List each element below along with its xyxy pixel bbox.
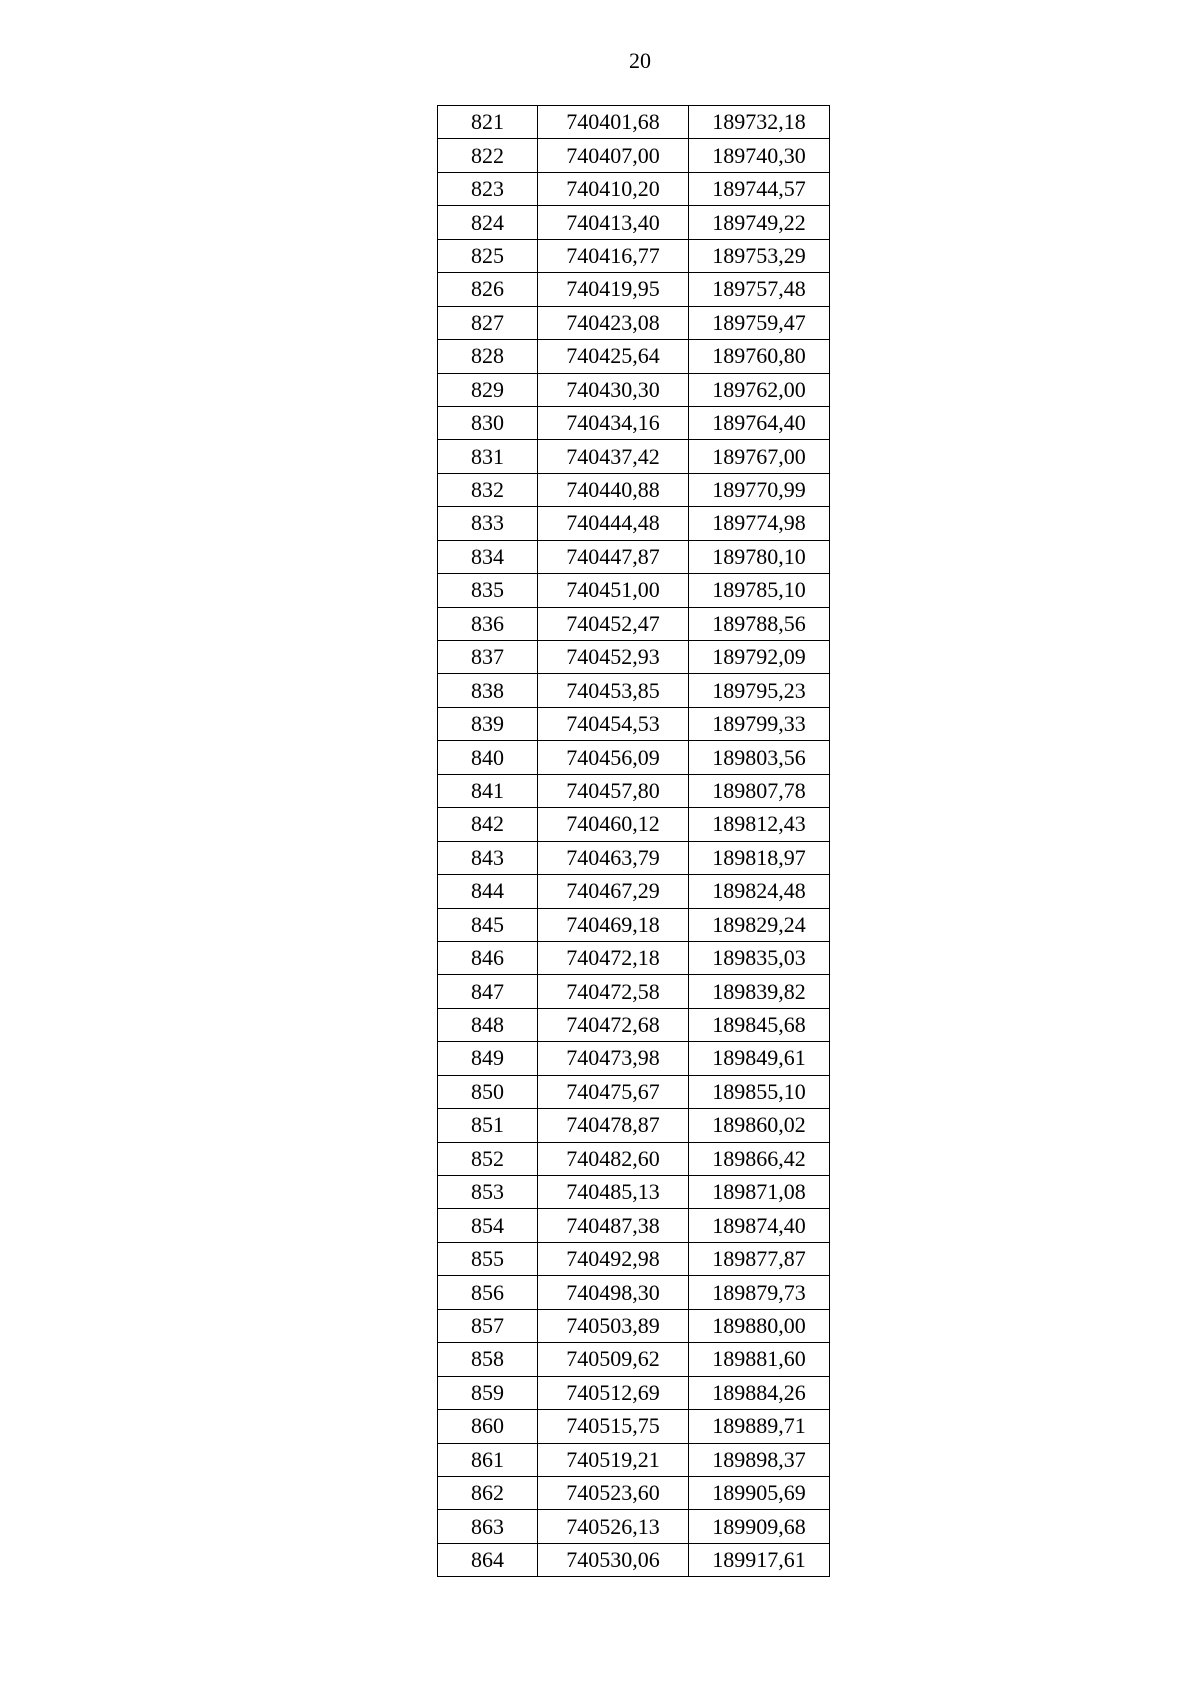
y-coordinate-cell: 189905,69 [689,1476,830,1509]
x-coordinate-cell: 740447,87 [538,540,689,573]
table-row [438,975,830,1008]
x-coordinate-cell: 740475,67 [538,1075,689,1108]
x-coordinate-cell: 740526,13 [538,1510,689,1543]
table-row [438,1042,830,1075]
table-row [438,1075,830,1108]
x-coordinate-cell: 740453,85 [538,674,689,707]
y-coordinate-cell: 189744,57 [689,172,830,205]
y-coordinate-cell: 189884,26 [689,1376,830,1409]
point-number-cell: 852 [438,1142,538,1175]
x-coordinate-cell: 740498,30 [538,1276,689,1309]
y-coordinate-cell: 189740,30 [689,139,830,172]
x-coordinate-cell: 740478,87 [538,1109,689,1142]
x-coordinate-cell: 740487,38 [538,1209,689,1242]
point-number-cell: 862 [438,1476,538,1509]
table-row [438,1008,830,1041]
y-coordinate-cell: 189839,82 [689,975,830,1008]
table-row [438,741,830,774]
table-row [438,1176,830,1209]
y-coordinate-cell: 189770,99 [689,473,830,506]
table-row [438,641,830,674]
x-coordinate-cell: 740434,16 [538,406,689,439]
point-number-cell: 861 [438,1443,538,1476]
x-coordinate-cell: 740509,62 [538,1343,689,1376]
x-coordinate-cell: 740452,93 [538,641,689,674]
x-coordinate-cell: 740472,58 [538,975,689,1008]
y-coordinate-cell: 189874,40 [689,1209,830,1242]
y-coordinate-cell: 189824,48 [689,875,830,908]
coordinates-table [437,105,830,1577]
x-coordinate-cell: 740503,89 [538,1309,689,1342]
x-coordinate-cell: 740457,80 [538,774,689,807]
table-row [438,1209,830,1242]
point-number-cell: 848 [438,1008,538,1041]
y-coordinate-cell: 189799,33 [689,707,830,740]
point-number-cell: 840 [438,741,538,774]
point-number-cell: 821 [438,106,538,139]
point-number-cell: 857 [438,1309,538,1342]
y-coordinate-cell: 189780,10 [689,540,830,573]
y-coordinate-cell: 189757,48 [689,273,830,306]
point-number-cell: 851 [438,1109,538,1142]
y-coordinate-cell: 189764,40 [689,406,830,439]
table-row [438,106,830,139]
table-row [438,1410,830,1443]
x-coordinate-cell: 740467,29 [538,875,689,908]
table-row [438,1142,830,1175]
y-coordinate-cell: 189792,09 [689,641,830,674]
table-row [438,774,830,807]
point-number-cell: 842 [438,808,538,841]
x-coordinate-cell: 740523,60 [538,1476,689,1509]
x-coordinate-cell: 740444,48 [538,507,689,540]
table-row [438,875,830,908]
x-coordinate-cell: 740515,75 [538,1410,689,1443]
table-row [438,1443,830,1476]
y-coordinate-cell: 189762,00 [689,373,830,406]
y-coordinate-cell: 189818,97 [689,841,830,874]
point-number-cell: 838 [438,674,538,707]
x-coordinate-cell: 740519,21 [538,1443,689,1476]
y-coordinate-cell: 189879,73 [689,1276,830,1309]
x-coordinate-cell: 740456,09 [538,741,689,774]
point-number-cell: 864 [438,1543,538,1576]
x-coordinate-cell: 740401,68 [538,106,689,139]
y-coordinate-cell: 189759,47 [689,306,830,339]
point-number-cell: 858 [438,1343,538,1376]
table-row [438,574,830,607]
x-coordinate-cell: 740419,95 [538,273,689,306]
x-coordinate-cell: 740454,53 [538,707,689,740]
table-row [438,1343,830,1376]
point-number-cell: 835 [438,574,538,607]
x-coordinate-cell: 740451,00 [538,574,689,607]
x-coordinate-cell: 740425,64 [538,340,689,373]
y-coordinate-cell: 189803,56 [689,741,830,774]
x-coordinate-cell: 740473,98 [538,1042,689,1075]
point-number-cell: 844 [438,875,538,908]
point-number-cell: 826 [438,273,538,306]
point-number-cell: 863 [438,1510,538,1543]
y-coordinate-cell: 189835,03 [689,941,830,974]
point-number-cell: 827 [438,306,538,339]
table-row [438,941,830,974]
x-coordinate-cell: 740485,13 [538,1176,689,1209]
x-coordinate-cell: 740492,98 [538,1242,689,1275]
y-coordinate-cell: 189889,71 [689,1410,830,1443]
table-row [438,540,830,573]
point-number-cell: 823 [438,172,538,205]
x-coordinate-cell: 740463,79 [538,841,689,874]
y-coordinate-cell: 189866,42 [689,1142,830,1175]
point-number-cell: 854 [438,1209,538,1242]
y-coordinate-cell: 189812,43 [689,808,830,841]
x-coordinate-cell: 740512,69 [538,1376,689,1409]
point-number-cell: 841 [438,774,538,807]
table-row [438,808,830,841]
table-row [438,473,830,506]
point-number-cell: 843 [438,841,538,874]
coordinates-table-body [438,106,830,1577]
table-row [438,908,830,941]
table-row [438,507,830,540]
point-number-cell: 825 [438,239,538,272]
point-number-cell: 837 [438,641,538,674]
y-coordinate-cell: 189849,61 [689,1042,830,1075]
table-row [438,440,830,473]
x-coordinate-cell: 740440,88 [538,473,689,506]
x-coordinate-cell: 740410,20 [538,172,689,205]
point-number-cell: 828 [438,340,538,373]
table-row [438,707,830,740]
point-number-cell: 845 [438,908,538,941]
x-coordinate-cell: 740452,47 [538,607,689,640]
table-row [438,1510,830,1543]
y-coordinate-cell: 189909,68 [689,1510,830,1543]
table-row [438,1376,830,1409]
y-coordinate-cell: 189880,00 [689,1309,830,1342]
point-number-cell: 836 [438,607,538,640]
y-coordinate-cell: 189732,18 [689,106,830,139]
point-number-cell: 855 [438,1242,538,1275]
y-coordinate-cell: 189860,02 [689,1109,830,1142]
x-coordinate-cell: 740437,42 [538,440,689,473]
y-coordinate-cell: 189871,08 [689,1176,830,1209]
table-row [438,1476,830,1509]
point-number-cell: 847 [438,975,538,1008]
y-coordinate-cell: 189807,78 [689,774,830,807]
y-coordinate-cell: 189788,56 [689,607,830,640]
y-coordinate-cell: 189767,00 [689,440,830,473]
table-row [438,1543,830,1576]
point-number-cell: 846 [438,941,538,974]
x-coordinate-cell: 740472,68 [538,1008,689,1041]
table-row [438,1276,830,1309]
y-coordinate-cell: 189877,87 [689,1242,830,1275]
point-number-cell: 839 [438,707,538,740]
point-number-cell: 850 [438,1075,538,1108]
point-number-cell: 860 [438,1410,538,1443]
point-number-cell: 829 [438,373,538,406]
table-row [438,373,830,406]
point-number-cell: 849 [438,1042,538,1075]
point-number-cell: 822 [438,139,538,172]
table-row [438,406,830,439]
table-row [438,841,830,874]
y-coordinate-cell: 189749,22 [689,206,830,239]
x-coordinate-cell: 740430,30 [538,373,689,406]
point-number-cell: 832 [438,473,538,506]
point-number-cell: 831 [438,440,538,473]
x-coordinate-cell: 740416,77 [538,239,689,272]
y-coordinate-cell: 189917,61 [689,1543,830,1576]
x-coordinate-cell: 740472,18 [538,941,689,974]
x-coordinate-cell: 740423,08 [538,306,689,339]
table-row [438,340,830,373]
table-row [438,1309,830,1342]
table-row [438,1242,830,1275]
y-coordinate-cell: 189753,29 [689,239,830,272]
table-row [438,239,830,272]
table-row [438,206,830,239]
y-coordinate-cell: 189774,98 [689,507,830,540]
x-coordinate-cell: 740530,06 [538,1543,689,1576]
point-number-cell: 859 [438,1376,538,1409]
x-coordinate-cell: 740469,18 [538,908,689,941]
table-row [438,172,830,205]
table-row [438,139,830,172]
table-row [438,306,830,339]
table-row [438,674,830,707]
x-coordinate-cell: 740407,00 [538,139,689,172]
y-coordinate-cell: 189898,37 [689,1443,830,1476]
y-coordinate-cell: 189829,24 [689,908,830,941]
page-number: 20 [629,48,651,73]
point-number-cell: 856 [438,1276,538,1309]
y-coordinate-cell: 189795,23 [689,674,830,707]
table-row [438,273,830,306]
y-coordinate-cell: 189785,10 [689,574,830,607]
x-coordinate-cell: 740460,12 [538,808,689,841]
x-coordinate-cell: 740413,40 [538,206,689,239]
y-coordinate-cell: 189855,10 [689,1075,830,1108]
point-number-cell: 833 [438,507,538,540]
y-coordinate-cell: 189760,80 [689,340,830,373]
point-number-cell: 830 [438,406,538,439]
y-coordinate-cell: 189845,68 [689,1008,830,1041]
point-number-cell: 824 [438,206,538,239]
point-number-cell: 853 [438,1176,538,1209]
point-number-cell: 834 [438,540,538,573]
x-coordinate-cell: 740482,60 [538,1142,689,1175]
table-row [438,607,830,640]
table-row [438,1109,830,1142]
y-coordinate-cell: 189881,60 [689,1343,830,1376]
